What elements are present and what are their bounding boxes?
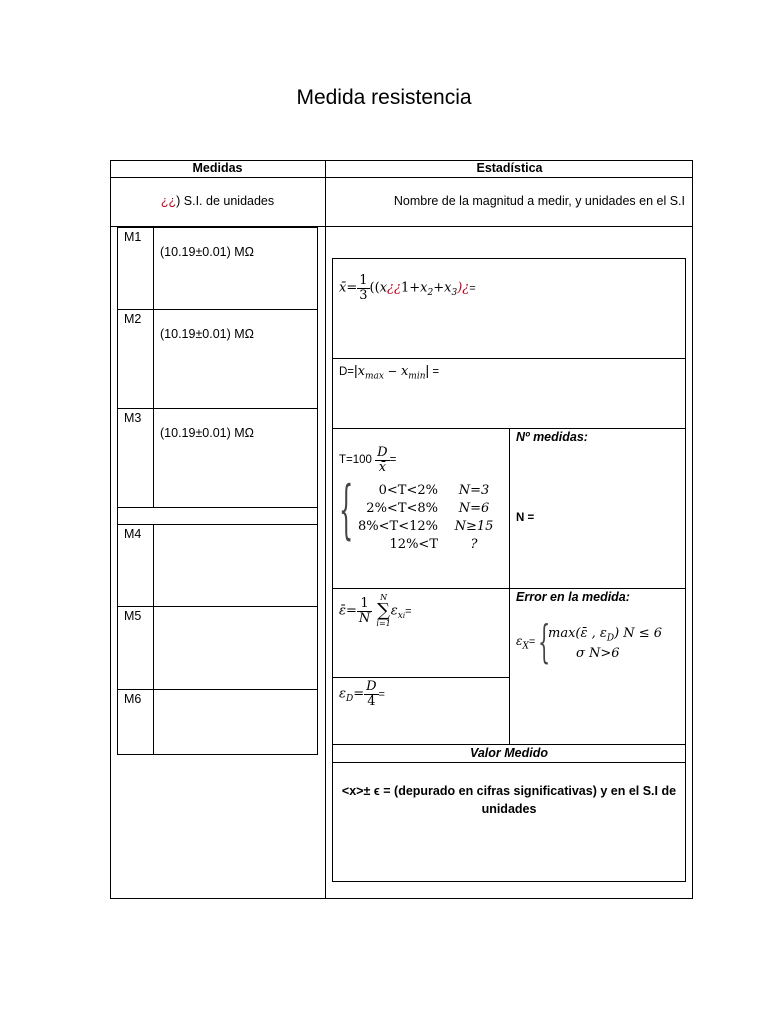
header-estadistica: Estadística — [476, 161, 543, 175]
subscript: x — [397, 611, 403, 622]
subscript: D — [606, 633, 615, 644]
summation — [376, 594, 390, 628]
case-condition: 12%<T — [389, 537, 438, 552]
variable-x3: x — [444, 280, 452, 296]
error-x-case2: σ N>6 — [576, 646, 620, 661]
fraction-denominator: 4 — [367, 693, 376, 709]
formula-placeholder: ¿¿ — [387, 280, 401, 296]
mean-formula — [339, 274, 476, 302]
mean-symbol: x̄ — [339, 280, 347, 296]
measurement-label: M6 — [124, 692, 142, 706]
case-n: N≥15 — [454, 519, 494, 534]
fraction-denominator: N — [358, 610, 371, 626]
units-cell — [110, 194, 325, 208]
epsilon: ε — [339, 686, 346, 702]
measurements-grid — [117, 227, 318, 755]
n-medidas-label: Nº medidas: — [516, 430, 588, 444]
valor-medido-label: Valor Medido — [469, 746, 548, 760]
equals-sign: = — [429, 366, 440, 378]
variable-xmax: x — [357, 364, 366, 379]
stat-divider — [332, 677, 509, 678]
tolerance-cases-n — [452, 482, 496, 554]
subscript: 3 — [451, 288, 458, 299]
magnitude-description: Nombre de la magnitud a medir, y unidades en el S.I — [393, 194, 685, 208]
case-condition: 8%<T<12% — [358, 519, 438, 534]
units-placeholder: ¿¿ — [160, 194, 177, 208]
case-condition: 0<T<2% — [378, 483, 438, 498]
fraction — [364, 680, 378, 708]
subscript: X — [522, 641, 529, 652]
page-title: Medida resistencia — [296, 86, 472, 109]
header-medidas: Medidas — [192, 161, 243, 175]
spacer-row — [118, 508, 317, 524]
row-divider — [117, 309, 318, 310]
close-paren: ) — [457, 280, 463, 296]
stat-divider — [332, 744, 686, 745]
epsilon: ε — [516, 634, 523, 648]
mean-error-symbol: ε̄= — [339, 603, 357, 619]
subscript: 2 — [427, 288, 434, 299]
fraction — [357, 597, 372, 625]
fraction-numerator: D — [377, 445, 388, 460]
stat-divider — [332, 762, 686, 763]
sum-upper: N — [380, 593, 388, 602]
formula-term: 1+ — [400, 280, 421, 296]
row-divider — [117, 689, 318, 690]
case-condition: ) N ≤ 6 — [614, 626, 663, 641]
sum-icon: ∑ — [377, 600, 390, 621]
fraction-denominator: x̄ — [378, 459, 387, 475]
fraction — [357, 274, 369, 302]
fraction-numerator: D — [366, 679, 377, 694]
case-n: N=3 — [458, 483, 490, 498]
equals-sign: = — [389, 454, 397, 467]
equals-sign: = — [378, 688, 385, 701]
tolerance-label: T=100 — [339, 454, 372, 467]
measurement-value: (10.19±0.01) MΩ — [160, 245, 255, 259]
plus-sign: + — [433, 280, 445, 296]
measurements-label-divider — [153, 227, 154, 755]
measurement-label: M5 — [124, 609, 142, 623]
subscript: D — [345, 694, 354, 705]
subscript: min — [408, 371, 426, 382]
stat-column-divider — [509, 428, 510, 744]
equals-sign: = — [469, 282, 476, 295]
measurement-value: (10.19±0.01) MΩ — [160, 426, 255, 440]
equals-sign: = — [405, 605, 412, 618]
eps-d-formula — [339, 680, 385, 708]
equals-sign: = — [346, 280, 358, 296]
units-text: ) S.I. de unidades — [176, 194, 275, 208]
sum-lower: i=1 — [376, 619, 391, 628]
valor-medido-text: <x>± ϵ = (depurado en cifras significativas) y en el S.I de unidades — [341, 784, 677, 816]
variable-x: x — [379, 280, 388, 296]
measurement-label: M4 — [124, 527, 142, 541]
range-label: D= — [339, 366, 355, 378]
open-paren: (( — [369, 280, 380, 296]
measurement-label: M3 — [124, 411, 142, 425]
row-divider — [117, 524, 318, 525]
subscript: i — [402, 612, 406, 621]
error-x-lhs — [516, 634, 535, 651]
equals-sign: = — [528, 636, 536, 648]
measurement-label: M2 — [124, 312, 142, 326]
left-brace: { — [538, 616, 551, 669]
tolerance-formula — [339, 446, 396, 474]
measurement-label: M1 — [124, 230, 142, 244]
stat-divider — [332, 358, 686, 359]
case-n: ? — [470, 537, 478, 552]
fraction-numerator: 1 — [359, 273, 368, 288]
equals-sign: = — [353, 686, 365, 702]
case-n: N=6 — [458, 501, 490, 516]
fraction — [375, 446, 389, 474]
subscript: max — [365, 371, 384, 382]
n-value-label: N = — [516, 512, 535, 524]
minus-sign: − — [384, 364, 401, 378]
range-formula: $D=|x_{max} - x_{min}|$ = — [339, 362, 440, 382]
header-divider — [110, 177, 693, 178]
row-divider — [117, 606, 318, 607]
case-condition: 2%<T<8% — [366, 501, 438, 516]
formula-placeholder: ¿ — [462, 280, 470, 296]
variable-x2: x — [420, 280, 428, 296]
column-divider — [325, 160, 326, 899]
left-brace: { — [339, 473, 354, 547]
measurement-value: (10.19±0.01) MΩ — [160, 327, 255, 341]
variable-xmin: x — [400, 364, 409, 379]
epsilon: ε — [390, 603, 398, 619]
fraction-denominator: 3 — [359, 287, 368, 303]
tolerance-cases-conditions — [352, 482, 438, 554]
case-max: max(ε̄ , ε — [548, 626, 607, 641]
mean-error-formula — [339, 594, 412, 628]
row-divider — [117, 408, 318, 409]
error-label: Error en la medida: — [516, 590, 630, 604]
fraction-numerator: 1 — [357, 597, 372, 612]
